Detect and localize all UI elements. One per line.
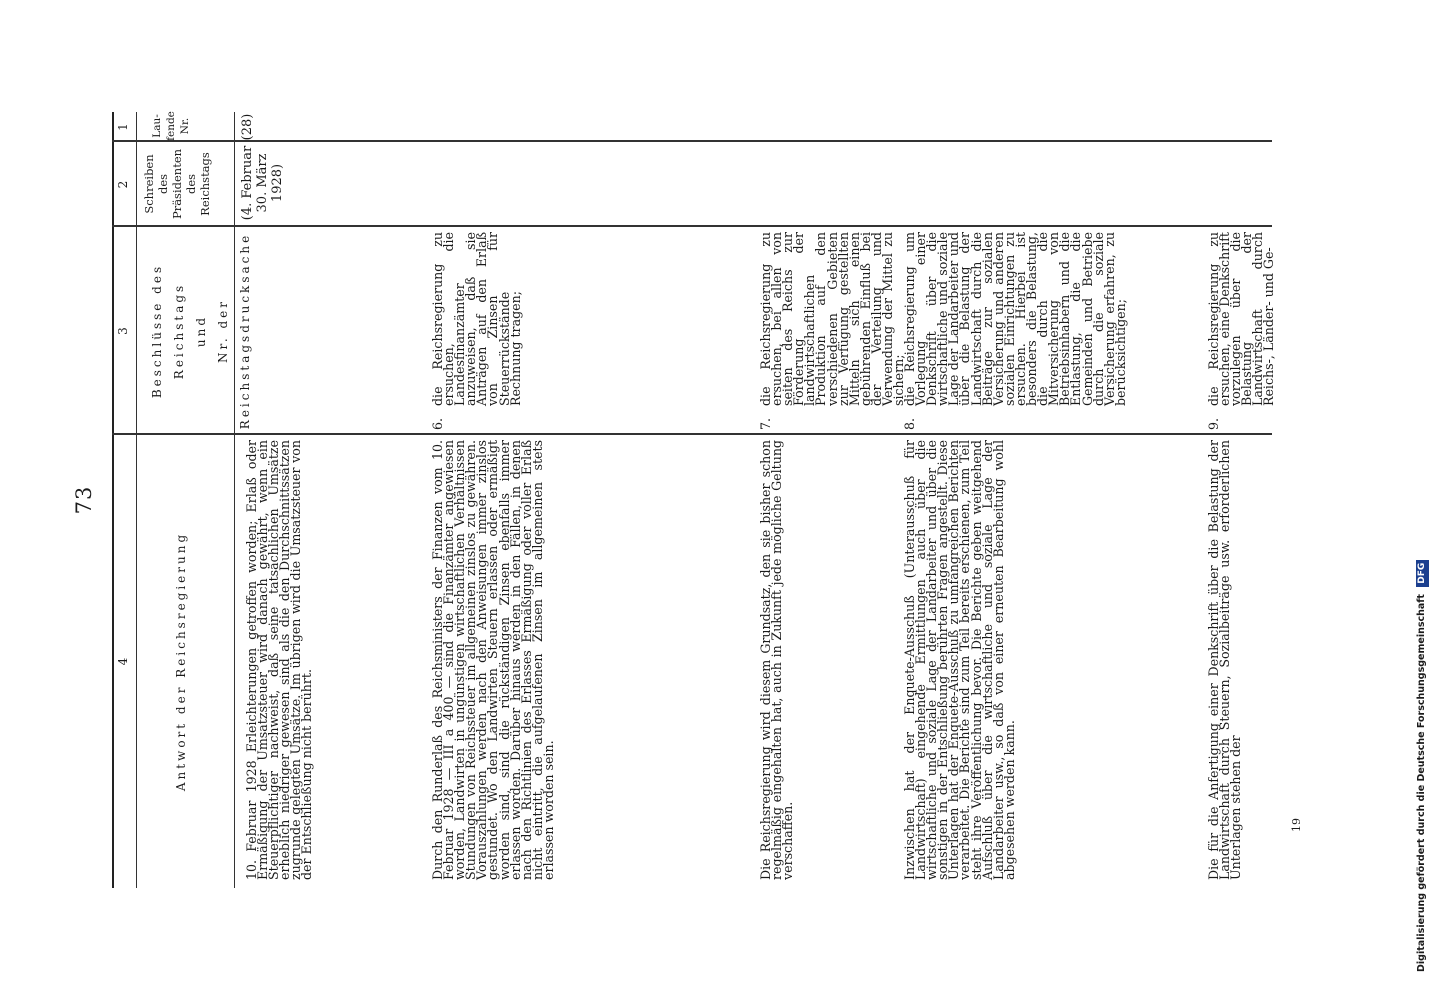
header-beschluesse-line3: Nr. der Reichstagsdrucksache — [216, 232, 252, 430]
column-number-3: 3 — [116, 327, 130, 335]
table-top-rule — [112, 112, 114, 888]
dfg-credit-text: Digitalisierung gefördert durch die Deutsche Forschungsgemeinschaft — [1416, 594, 1427, 972]
antwort-item-7: Die Reichsregierung wird diesem Grundsatz, den sie bisher schon regelmäßig eingehalten hat, auch in Zukunft jede mögliche Geltung verschaffen. — [758, 440, 796, 880]
beschluss-item-7-number: 7. — [758, 417, 773, 430]
beschluss-item-9-number: 9. — [1206, 417, 1221, 430]
dfg-logo: DFG — [1416, 560, 1429, 587]
beschluss-item-8-number: 8. — [902, 417, 917, 430]
column-number-1: 1 — [116, 123, 130, 131]
beschluss-item-7 — [758, 232, 907, 430]
beschluss-item-9-text: die Reichsregierung zu ersuchen, eine Denkschrift vorzulegen über die Belastung der Landwirtschaft durch Reichs-, Länder- und Ge- — [1206, 232, 1277, 406]
footer-signature-number: 19 — [1290, 818, 1303, 832]
column-divider-2-3 — [112, 226, 1272, 228]
beschluss-item-6 — [432, 232, 521, 430]
column-number-rule — [136, 112, 137, 888]
column-divider-1-2 — [112, 141, 1272, 143]
row-lfd-nr: (28) — [240, 113, 255, 141]
page-number: 73 — [72, 485, 96, 515]
column-header-schreiben: Schreiben des Präsidenten des Reichstags — [142, 148, 212, 220]
beschluss-item-9 — [1208, 232, 1275, 430]
antwort-item-6: Durch den Runderlaß des Reichsministers der Finanzen vom 10. Februar 1928 — III a 400 — sind die Finanzämter angewiesen worden, Landwirten in ungünstigen wirtschaftlichen Verhältnissen Stundungen von Reichssteuer im allgemeinen zinslos zu gewähren. Vorauszahlungen werden nach den Anweisungen immer zinslos gestundet. Wo den Landwirten Steuern erlassen oder ermäßigt worden sind, sind die rückständigen Zinsen ebenfalls immer erlassen worden. Darüber hinaus werden in den Fällen, in denen nach den Richtlinien des Erlasses Ermäßigung oder voller Erlaß nicht eintritt, die aufgelaufenen Zinsen im allgemeinen stets erlassen worden sein. — [430, 440, 556, 880]
antwort-item-9: Die für die Anfertigung einer Denkschrift über die Belastung der Landwirtschaft durch Steuern, Sozialbeiträge usw. erforderlichen Unterlagen stehen der — [1206, 440, 1244, 880]
column-header-lfd-nr: Lau- fende Nr. — [151, 111, 191, 141]
column-divider-3-4 — [112, 434, 1272, 436]
row-schreiben-date: (4. Februar 30. März 1928) — [240, 145, 285, 221]
beschluss-item-8 — [904, 232, 1126, 430]
antwort-item-8: Inzwischen hat der Enquete-Ausschuß (Unterausschuß für Landwirtschaft) eingehende Ermittlungen auch über die wirtschaftliche und soziale Lage der Landarbeiter und über die sonstigen in der Entschließung berührten Fragen angestellt. Diese Unterlagen hat der Enquete-Ausschuß zu umfangreichen Berichten verarbeitet. Die Berichte sind zum Teil bereits erschienen, zum Teil steht ihre Veröffentlichung bevor. Die Berichte geben weitgehend Aufschluß über die wirtschaftliche und soziale Lage der Landarbeiter usw., so daß von einer erneuten Bearbeitung wohl abgesehen werden kann. — [902, 440, 1017, 880]
beschluss-item-7-text: die Reichsregierung zu ersuchen, bei allen von seiten des Reichs zur Förderung der landwirtschaftlichen Produktion auf den verschiedenen Gebieten zur Verfügung gestellten Mitteln sich einen gebührenden Einfluß bei der Verteilung und Verwendung der Mittel zu sichern; — [758, 232, 907, 406]
header-beschluesse-line1: Beschlüsse des Reichstags — [150, 263, 186, 399]
column-header-beschluesse — [146, 227, 256, 435]
column-number-2: 2 — [116, 180, 130, 189]
header-beschluesse-line2: und — [194, 314, 208, 348]
beschluss-item-6-number: 6. — [430, 417, 445, 430]
antwort-intro: 10. Februar 1928 Erleichterungen getroffen worden; Erlaß oder Ermäßigung der Umsatzsteuer wird danach gewährt, wenn ein Steuerpflichtiger nachweist, daß seine tatsächlichen Umsätze erheblich niedriger gewesen sind als die den Durchschnittssätzen zugrunde gelegten Umsätze. Im übrigen wird die Umsatzsteuer von der Entschließung nicht berührt. — [244, 440, 315, 880]
beschluss-item-6-text: die Reichsregierung zu ersuchen, die Landesfinanzämter anzuweisen, daß sie Anträgen auf den Erlaß von Zinsen für Steuerrückstände Rechnung tragen; — [430, 232, 523, 406]
dfg-credit — [1412, 12, 1432, 972]
column-header-antwort: Antwort der Reichsregierung — [174, 531, 188, 792]
column-number-4: 4 — [116, 657, 130, 666]
beschluss-item-8-text: die Reichsregierung um Vorlegung einer Denkschrift über die wirtschaftliche und soziale Lage der Landarbeiter und über die Belastung der Landwirtschaft durch die Beiträge zur sozialen Versicherung und anderen sozialen Einrichtungen zu ersuchen. Hierbei ist besonders die Belastung, die durch die Mitversicherung von Betriebsinhabern und die Entlastung, die die Gemeinden und Betriebe durch die soziale Versicherung erfahren, zu berücksichtigen; — [902, 232, 1128, 406]
